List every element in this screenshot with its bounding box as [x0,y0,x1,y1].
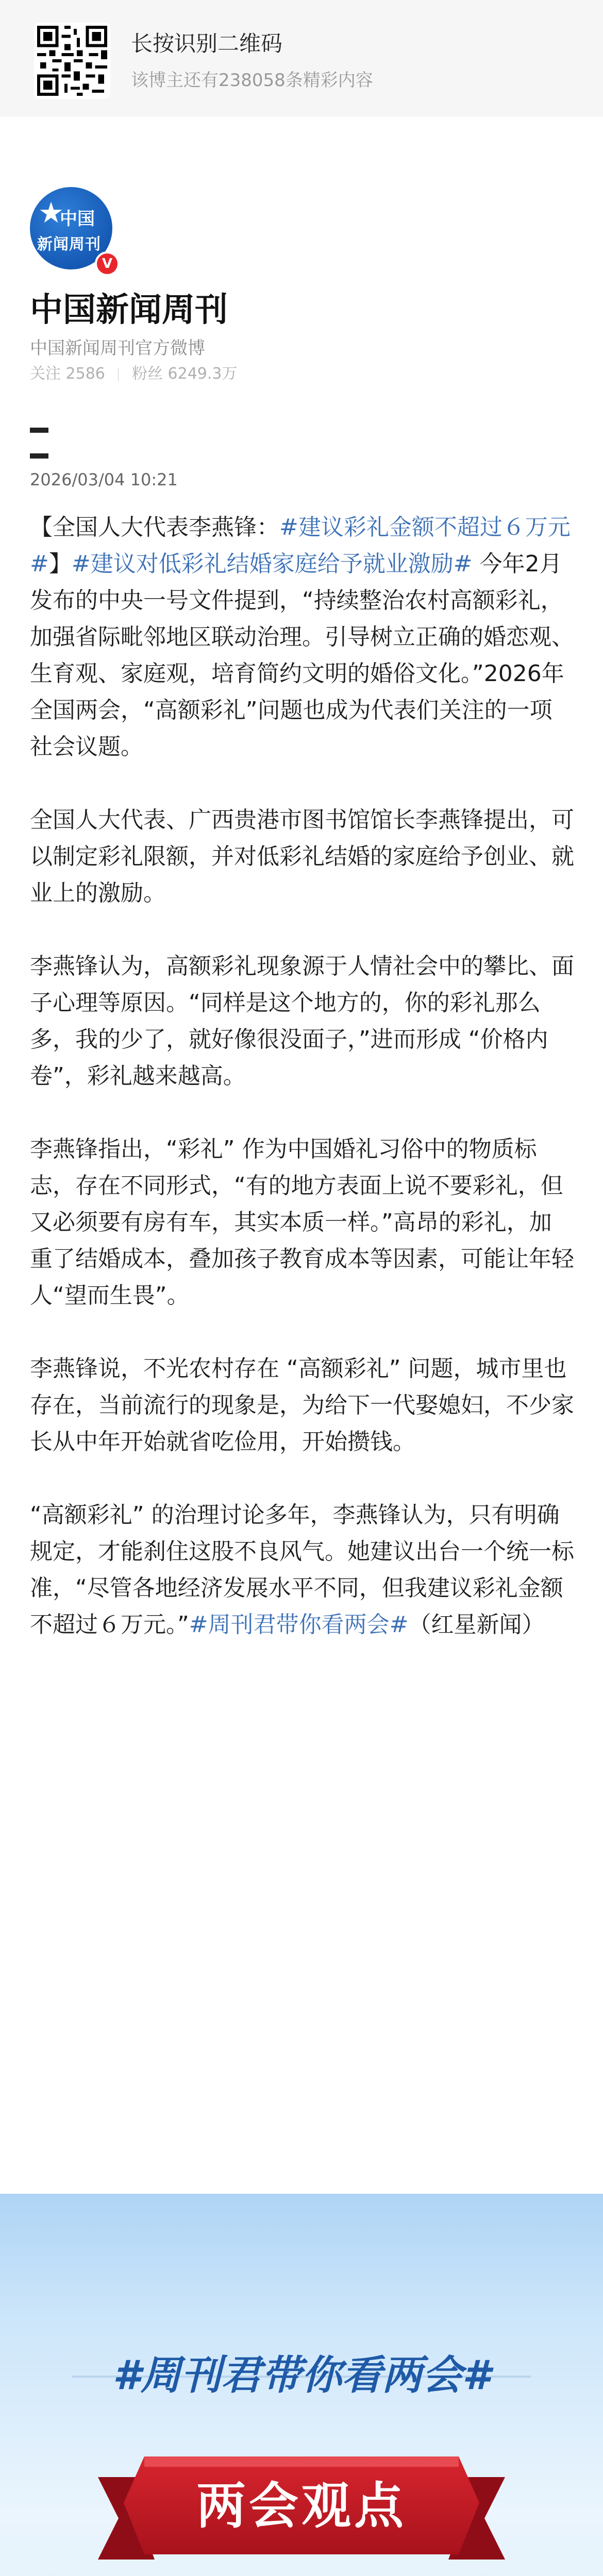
post-paragraph [30,1131,574,1314]
follow-label: 关注 [30,365,61,383]
post-text: 李燕锋指出，“彩礼” 作为中国婚礼习俗中的物质标志，存在不同形式，“有的地方表面上说不要彩礼，但又必须要有房有车，其实本质一样。”高昂的彩礼，加重了结婚成本，叠加孩子教育成本等因素，可能让年轻人“望而生畏”。 [30,1136,574,1309]
star-icon: ★ [38,196,64,230]
image-title: 两会观点 [196,2477,407,2535]
image-hashtag: #周刊君带你看两会# [0,2343,603,2401]
post-image[interactable] [0,2194,603,2576]
post-text: “高额彩礼” 的治理讨论多年，李燕锋认为，只有明确规定，才能刹住这股不良风气。她建议出台一个统一标准，“尽管各地经济发展水平不同，但我建议彩礼金额不超过６万元。” [30,1502,574,1638]
qr-code-icon [34,23,110,99]
hashtag-link[interactable]: #周刊君带你看两会# [189,1612,409,1638]
post-body [30,509,574,1680]
post-date: 2026/03/04 10:21 [30,470,178,489]
post-text: 全国人大代表、广西贵港市图书馆馆长李燕锋提出，可以制定彩礼限额，并对低彩礼结婚的家庭给予创业、就业上的激励。 [30,807,574,906]
account-name[interactable]: 中国新闻周刊 [30,291,228,329]
account-stats [30,361,238,383]
hashtag-link[interactable]: #建议彩礼金额不超过６万元# [30,514,571,577]
post-paragraph [30,1350,574,1460]
post-text: 】 [48,551,72,577]
post-paragraph [30,1497,574,1643]
divider-mark [30,453,48,459]
qr-promo-title: 长按识别二维码 [131,31,283,56]
post-text: 李燕锋说，不光农村存在 “高额彩礼” 问题，城市里也存在，当前流行的现象是，为给下一代娶媳妇，不少家长从中年开始就省吃俭用，开始攒钱。 [30,1355,574,1455]
qr-code-small[interactable] [34,23,110,99]
divider-mark [30,428,48,433]
avatar-text-line2: 新闻周刊 [37,235,101,253]
post-paragraph [30,509,574,765]
hashtag-link[interactable]: #建议对低彩礼结婚家庭给予就业激励# [71,551,473,577]
post-text: 今年2月发布的中央一号文件提到，“持续整治农村高额彩礼，加强省际毗邻地区联动治理。引导树立正确的婚恋观、生育观、家庭观，培育简约文明的婚俗文化。”2026年全国两会，“高额彩礼”问题也成为代表们关注的一项社会议题。 [30,551,574,760]
stats-divider [118,368,119,381]
post-text: （红星新闻） [408,1612,545,1638]
fans-label: 粉丝 [132,365,163,383]
avatar-text-line1: 中国 [60,209,95,229]
post-text: 李燕锋认为，高额彩礼现象源于人情社会中的攀比、面子心理等原因。“同样是这个地方的，你的彩礼那么多，我的少了，就好像很没面子，”进而形成 “价格内卷”，彩礼越来越高。 [30,953,574,1089]
account-description: 中国新闻周刊官方微博 [30,338,205,359]
fans-count: 6249.3万 [167,365,238,383]
verified-badge-icon: V [95,251,120,276]
qr-promo-header [0,0,603,116]
post-paragraph [30,948,574,1094]
follow-count: 2586 [65,365,105,383]
post-text: 【全国人大代表李燕锋： [30,514,279,540]
qr-promo-subtitle: 该博主还有238058条精彩内容 [131,70,373,91]
post-paragraph [30,802,574,911]
